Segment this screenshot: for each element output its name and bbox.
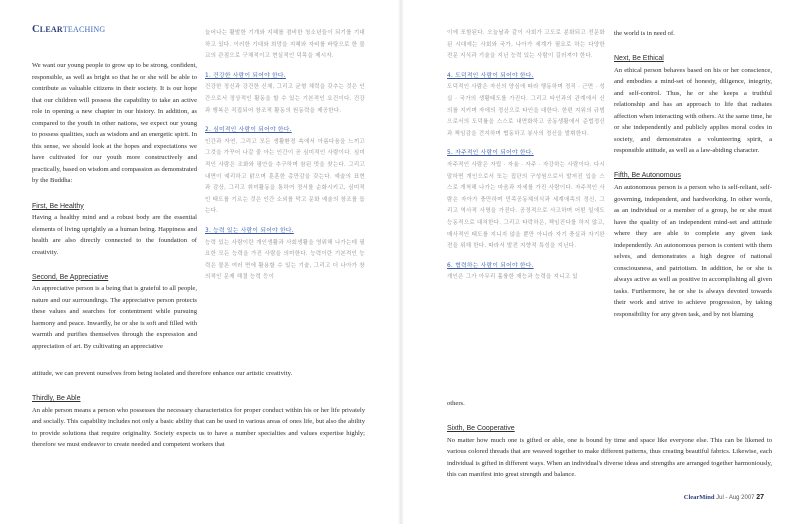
paragraph-able: An able person means a person who possesses the necessary characteristics for proper conduct within his or her life privately and socially. This capability includes not only a basic ability that can be used in various areas of ones life, but also the ability to provide solutions that require originality. Society expects us to have a number specialties and values expertise highly; therefore we must endeavor to create needed and competent workers that [32,406,365,449]
footer-issue: Jul - Aug 2007 [716,495,755,501]
page-gutter [398,0,404,524]
heading-autonomous: Fifth, Be Autonomous [614,172,681,180]
heading-appreciative: Second, Be Appreciative [32,273,109,281]
heading-healthy: First, Be Healthy [32,202,84,210]
right-korean-column [447,28,605,284]
paragraph-autonomous: An autonomous person is a person who is self-reliant, self-governing, independent, and hardworking. In other words, as an individual or a member of a group, he or she must have the quality of an independent mind-set and attitude where they are able to complete any given task independently. An autonomous person is content with them selves, and demonstrates a high degree of national consciousness, and patriotism. In addition, he or she is always active as well as positive in accomplishing all given tasks. Furthermore, he or she is always devoted towards their work and strive to achieve progression, by taking responsibility for any given task, and by not blaming [614,184,772,319]
left-bottom-block [32,368,365,451]
masthead-section: TEACHING [62,25,106,34]
paragraph-ethical: An ethical person behaves based on his or her conscience, and embodies a mind-set of honesty, diligence, integrity, and self-control. Thus, he or she keeps a truthful relationship and has an approach to life that radiates affection when interacting with others. At the same time, he or she independently and publicly applies moral codes in society, and demonstrates a volunteering spirit, a responsible attitude, as well as a law-abiding character. [614,66,772,155]
korean-heading-6: 6. 협력하는 사람이 되어야 한다. [447,262,534,269]
left-korean-column [205,28,365,284]
korean-paragraph-5: 자주적인 사람은 자립 · 자율 · 자주 · 자강하는 사람이다. 다시 말하면 개인으로서 또는 집단의 구성원으로서 발저진 입을 스스로 개척해 나가는 마음과 자세를 가진 사람이다. 자주적인 사람은 자아가 충만하며 민족공동체의식과 세계애족의 정신, 그리고 역사적 사명을 가진다. 공정적으로 사고하며 어떤 일에도 능동적으로 대처한다. 그리고 타락하은, 책임진다를 하지 않고, 매사적인 태도를 지니지 않을 뿐만 아니라 자기 충실과 자기완전을 위해 한다. 따라서 발전 지향적 특성을 지닌다. [447,161,605,250]
heading-able: Thirdly, Be Able [32,395,81,403]
masthead-cap: C [32,24,40,35]
paragraph-cooperative: No matter how much one is gifted or able, one is bound by time and space like everyone else. This can be likened to various colored threads that are weaved together to make different patterns, thus creating beautiful fabrics. Likewise, each individual is gifted in different ways. When an individual's diverse ideas and strengths are arranged together harmoniously, this can manifest into great strength and balance. [447,436,772,479]
page-number: 27 [756,494,764,501]
korean-paragraph-4: 도덕적인 사람은 자신의 양심에 따라 행동하며 정직 · 근면 · 성실 · 국가의 생활태도를 가진다. 그리고 타인과의 관계에서 신의를 지키며 자애의 정신으로 타인을 대한다. 한편 지위의 규범으로서의 도덕률을 스스로 내면화하고 공동생활에서 준법정신과 책임감을 견지하며 협동하고 봉사의 정신을 발휘한다. [447,84,605,137]
footer-brand: ClearMind [683,494,715,501]
right-english-column [614,28,772,321]
korean-heading-2: 2. 심미적인 사람이 되어야 한다. [205,127,292,134]
korean-heading-1: 1. 건강한 사람이 되어야 한다. [205,72,286,79]
continued-line-right: the world is in need of. [614,30,675,37]
heading-ethical: Next, Be Ethical [614,55,664,63]
korean-heading-3: 3. 능력 있는 사람이 되어야 한다. [205,227,294,234]
korean-heading-4: 4. 도덕적인 사람이 되어야 한다. [447,72,534,79]
korean-paragraph-2: 인간과 자연, 그리고 모든 생활환경 속에서 아름다움을 느끼고 그것을 가꾸어 나갈 줄 아는 인간이 곧 심미적인 사람이다. 심미적인 사람은 조화와 평안을 추구하며 참된 멋을 찾는다. 그리고 내면이 예리하고 맑으며 훈훈한 총만감을 갖는다. 예술의 표현과 감상, 그리고 취미활동을 통하여 정서를 순화시키고, 심미적인 태도를 기르는 것은 인간 소외를 막고 문화 예술의 창조를 돕는다. [205,138,365,215]
section-masthead [32,24,105,35]
page-footer [684,494,764,501]
paragraph-appreciative: An appreciative person is a being that is grateful to all people, nature and our surroundings. The appreciative person protects these values and searches for contentment while pursuing harmony and peace. Inwardly, he or she is soft and filled with warmth and purifies themselves through the expression and appreciation of art. By cultivating an appreciative [32,285,197,351]
korean-paragraph-3: 능력 있는 사람이란 개인생활과 사회생활을 영위해 나가는데 필요한 모든 능력을 가진 사람을 의미한다. 능력이란 기본적인 능력은 물론 여러 면에 활용할 수 있는 기술, 그리고 더 나아가 창의적인 문제 해결 능력 등이 [205,239,365,281]
masthead-rest: LEAR [39,25,63,34]
paragraph-healthy: Having a healthy mind and a robust body are the essential elements of living uprightly as a human being. Happiness and health are also directly connected to the foundation of creativity. [32,214,197,256]
korean-paragraph-6: 개인은 그가 아무리 훌륭한 재능과 능력을 지니고 있 [447,274,578,281]
korean-intro-right: 이에 포함된다. 오늘날과 같이 사회가 고도로 분화되고 전문화된 시대에는 사회와 국가, 나아가 세계가 필요로 하는 다양한 전문 지식과 기술을 지닌 능력 있는 사람이 길러져야 한다. [447,30,605,60]
korean-intro: 늘어나는 활발한 기개와 지혜를 겸비한 청소년들이 되기를 기대하고 있다. 이러한 기대와 희망을 지혜와 자비를 바탕으로 한 불교의 관점으로 구체적이고 현실적인 덕목을 제시자. [205,30,365,60]
continued-others: others. [447,400,465,407]
heading-cooperative: Sixth, Be Cooperative [447,425,515,433]
left-english-column [32,60,197,353]
continued-line: attitude, we can prevent ourselves from being isolated and therefore enhance our artistic creativity. [32,370,293,377]
intro-paragraph: We want our young people to grow up to be strong, confident, responsible, as well as bright so that he or she will be able to contribute as valuable citizens in their society. It is our hope that our children will possess the capability to take an active role in opening a new chapter in our history. In addition, as compared to the youth in other nations, we expect our young to possess qualities, such as wisdom and an energetic spirit. In this sense, we should look at the hopes and expectations we have cultivated for our youth more constructively and practically, based on wisdom and compassion as demonstrated by the Buddha: [32,62,197,185]
korean-paragraph-1: 건강한 정신과 강건한 신체, 그리고 균형 체력을 갖추는 것은 인간으로서 정상적인 활동을 할 수 있는 기본적인 요건이다. 건강과 행복은 직접되어 창조적 활동의 원동력을 제공한다. [205,84,365,114]
korean-heading-5: 5. 자주적인 사람이 되어야 한다. [447,150,534,157]
right-bottom-block [447,398,772,481]
